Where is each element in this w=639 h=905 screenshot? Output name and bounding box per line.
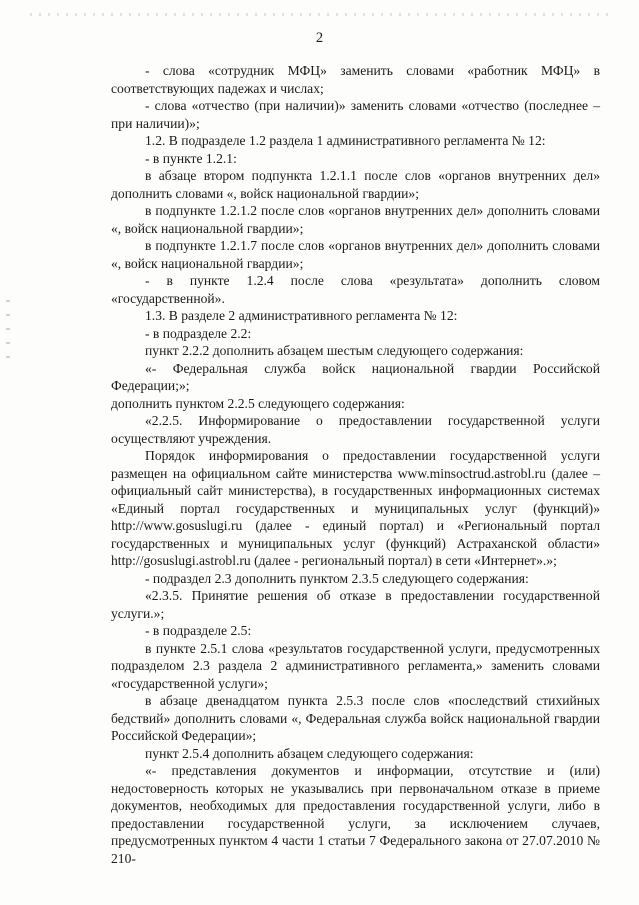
paragraph-1: - слова «сотрудник МФЦ» заменить словами «работник МФЦ» в соответствующих падежах и числах; <box>111 63 600 96</box>
paragraph-8: - в пункте 1.2.4 после слова «результата» дополнить словом «государственной». <box>111 273 600 306</box>
page-number: 2 <box>315 30 324 46</box>
paragraph-7: в подпункте 1.2.1.7 после слов «органов внутренних дел» дополнить словами «, войск национальной гвардии»; <box>111 238 600 271</box>
paragraph-10: - в подразделе 2.2: <box>145 325 252 341</box>
paragraph-11: пункт 2.2.2 дополнить абзацем шестым следующего содержания: <box>145 343 524 358</box>
paragraph-15: Порядок информирования о предоставлении государственной услуги размещен на официальном сайте министерства www.minsoctrud.astrobl.ru (далее – официальный сайт министерства), в государственных информационных системах «Единый портал государственных и муниципальных услуг (функций)» http://www.gosuslugi.ru (далее - единый портал) и «Региональный портал государственных и муниципальных услуг (функций) Астраханской области» http://gosuslugi.astrobl.ru (далее - региональный портал) в сети «Интернет».»; <box>111 448 600 568</box>
paragraph-17: «2.3.5. Принятие решения об отказе в предоставлении государственной услуги.»; <box>111 588 600 621</box>
paragraph-9: 1.3. В разделе 2 административного регламента № 12: <box>145 308 458 323</box>
paragraph-20: в абзаце двенадцатом пункта 2.5.3 после слов «последствий стихийных бедствий» дополнить словами «, Федеральная служба войск национальной гвардии Российской Федерации»; <box>111 693 600 743</box>
paragraph-14: «2.2.5. Информирование о предоставлении государственной услуги осуществляют учреждения. <box>111 413 600 446</box>
paragraph-13: дополнить пунктом 2.2.5 следующего содержания: <box>111 395 405 411</box>
scan-artifact-top <box>30 13 610 16</box>
paragraph-21: пункт 2.5.4 дополнить абзацем следующего содержания: <box>145 745 474 761</box>
paragraph-16: - подраздел 2.3 дополнить пунктом 2.3.5 следующего содержания: <box>145 570 529 586</box>
paragraph-4: - в пункте 1.2.1: <box>145 150 237 166</box>
paragraph-19: в пункте 2.5.1 слова «результатов государственной услуги, предусмотренных подразделом 2.3 раздела 2 административного регламента,» заменить словами «государственной услуги»; <box>111 640 600 691</box>
paragraph-2: - слова «отчество (при наличии)» заменить словами «отчество (последнее – при наличии)»; <box>111 98 600 131</box>
paragraph-3: 1.2. В подразделе 1.2 раздела 1 административного регламента № 12: <box>145 133 546 148</box>
paragraph-6: в подпункте 1.2.1.2 после слов «органов внутренних дел» дополнить словами «, войск национальной гвардии»; <box>111 203 600 236</box>
paragraph-18: - в подразделе 2.5: <box>145 623 252 638</box>
scan-artifact-margin <box>6 300 10 360</box>
paragraph-12: «- Федеральная служба войск национальной гвардии Российской Федерации;»; <box>111 360 600 393</box>
paragraph-5: в абзаце втором подпункта 1.2.1.1 после слов «органов внутренних дел» дополнить словами «, войск национальной гвардии»; <box>111 168 600 201</box>
document-body <box>111 62 600 867</box>
paragraph-22: «- представления документов и информации, отсутствие и (или) недостоверность которых не указывались при первоначальном отказе в приеме документов, необходимых для предоставления государственной услуги, либо в предоставлении государственной услуги, за исключением случаев, предусмотренных пунктом 4 части 1 статьи 7 Федерального закона от 27.07.2010 № 210- <box>111 763 600 866</box>
